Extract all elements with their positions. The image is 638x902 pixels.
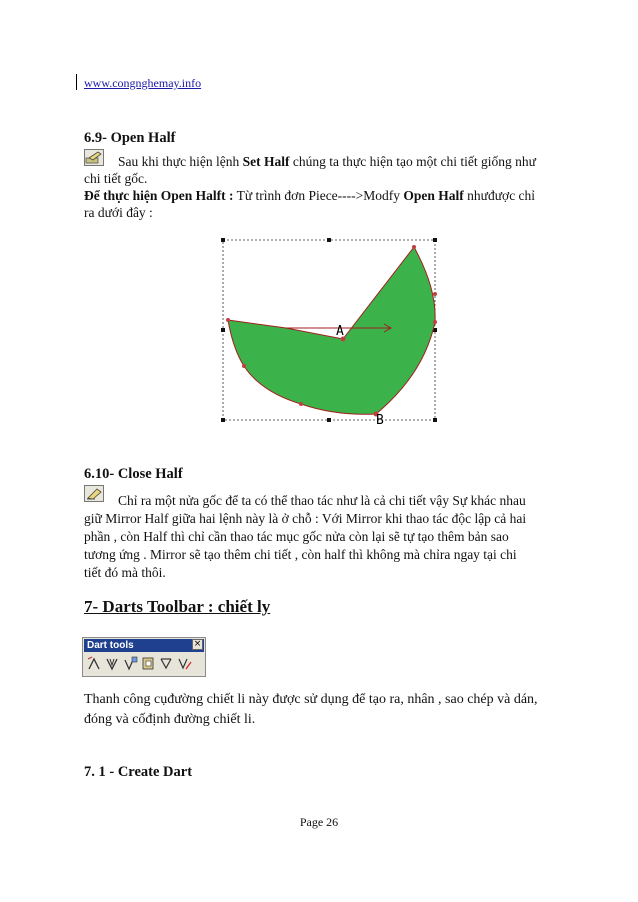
close-half-line: tiết đó mà thôi. (84, 565, 166, 580)
open-half-bold-sethalf: Set Half (242, 154, 290, 169)
close-half-line: tương ứng . Mirror sẽ tạo thêm chi tiết , còn half thì không mà chỉra ngay tại chi (84, 547, 517, 562)
toolbar-icons (87, 656, 201, 672)
close-dart-icon[interactable] (159, 656, 174, 671)
open-half-figure (216, 234, 442, 426)
open-half-paragraph (84, 153, 584, 221)
open-half-text-5: nhưđược chỉ (463, 188, 536, 203)
create-dart-icon[interactable] (87, 656, 102, 671)
point-label-a: A (336, 324, 344, 339)
darts-toolbar-line: đóng và cốđịnh đường chiết li. (84, 712, 256, 727)
section-heading-close-half: 6.10- Close Half (84, 466, 183, 482)
darts-toolbar-line: Thanh công cụđường chiết li này được sử dụng để tạo ra, nhân , sao chép và dán, (84, 692, 538, 707)
section-heading-open-half: 6.9- Open Half (84, 130, 176, 146)
copy-dart-icon[interactable] (123, 656, 138, 671)
open-half-text-4: Từ trình đơn Piece---->Modfy (233, 188, 404, 203)
open-half-bold-instruction: Để thực hiện Open Halft : (84, 188, 234, 203)
darts-toolbar-paragraph (84, 690, 584, 730)
open-half-bold-openhalf: Open Half (403, 188, 464, 203)
fix-dart-icon[interactable] (177, 656, 192, 671)
close-half-line: giữ Mirror Half giữa hai lệnh này là ở chỗ : Với Mirror khi thao tác độc lập cả hai (84, 511, 527, 526)
paste-dart-icon[interactable] (141, 656, 156, 671)
close-half-paragraph (84, 492, 584, 582)
header-rule (76, 74, 77, 90)
section-heading-darts-toolbar: 7- Darts Toolbar : chiết ly (84, 597, 271, 616)
open-half-text-6: ra dưới đây : (84, 205, 153, 220)
open-half-text-3: chi tiết gốc. (84, 171, 148, 186)
piece-shape[interactable] (228, 247, 435, 414)
close-icon[interactable]: × (193, 639, 202, 649)
section-heading-create-dart: 7. 1 - Create Dart (84, 764, 193, 780)
close-half-line: phần , còn Half thì chỉ cần thao tác mục gốc nửa còn lại sẽ tự tạo thêm bản sao (84, 529, 509, 544)
open-half-text-2: chúng ta thực hiện tạo một chi tiết giống như (289, 154, 536, 169)
point-label-b: B (376, 413, 384, 426)
open-half-text-1: Sau khi thực hiện lệnh (118, 154, 243, 169)
close-half-line: Chỉ ra một nửa gốc để ta có thể thao tác như là cả chi tiết vậy Sự khác nhau (118, 493, 526, 508)
toolbar-title: Dart tools (84, 639, 204, 652)
page-number: Page 26 (299, 815, 339, 829)
dart-tools-toolbar (82, 637, 206, 677)
add-dart-icon[interactable] (105, 656, 120, 671)
header-url-link[interactable]: www.congnghemay.info (84, 76, 202, 90)
